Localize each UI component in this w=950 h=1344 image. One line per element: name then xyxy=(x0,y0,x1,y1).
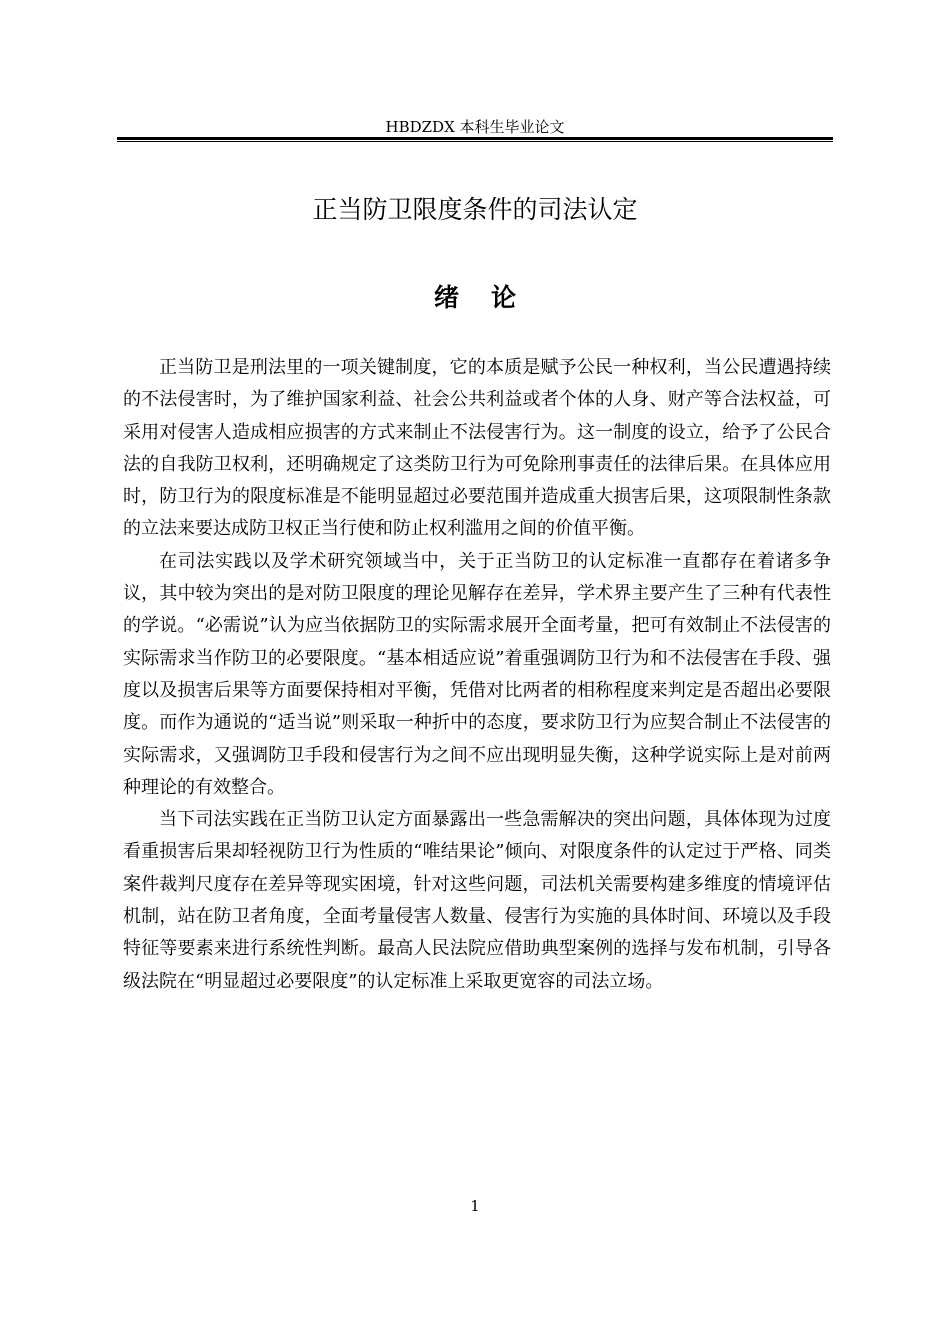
page-number: 1 xyxy=(470,1197,480,1215)
body-text xyxy=(123,352,831,998)
paragraph: 在司法实践以及学术研究领域当中，关于正当防卫的认定标准一直都存在着诸多争议，其中较为突出的是对防卫限度的理论见解存在差异，学术界主要产生了三种有代表性的学说。“必需说”认为应当依据防卫的实际需求展开全面考量，把可有效制止不法侵害的实际需求当作防卫的必要限度。“基本相适应说”着重强调防卫行为和不法侵害在手段、强度以及损害后果等方面要保持相对平衡，凭借对比两者的相称程度来判定是否超出必要限度。而作为通说的“适当说”则采取一种折中的态度，要求防卫行为应契合制止不法侵害的实际需求，又强调防卫手段和侵害行为之间不应出现明显失衡，这种学说实际上是对前两种理论的有效整合。 xyxy=(123,550,831,798)
running-header: HBDZDX 本科生毕业论文 xyxy=(385,118,565,136)
header-rule-thick xyxy=(117,137,833,140)
thesis-title: 正当防卫限度条件的司法认定 xyxy=(312,195,638,224)
header-rule-thin xyxy=(117,141,833,142)
section-heading: 绪论 xyxy=(433,283,548,312)
paragraph: 正当防卫是刑法里的一项关键制度，它的本质是赋予公民一种权利，当公民遭遇持续的不法侵害时，为了维护国家利益、社会公共利益或者个体的人身、财产等合法权益，可采用对侵害人造成相应损害的方式来制止不法侵害行为。这一制度的设立，给予了公民合法的自我防卫权利，还明确规定了这类防卫行为可免除刑事责任的法律后果。在具体应用时，防卫行为的限度标准是不能明显超过必要范围并造成重大损害后果，这项限制性条款的立法来要达成防卫权正当行使和防止权利滥用之间的价值平衡。 xyxy=(123,357,831,540)
paragraph: 当下司法实践在正当防卫认定方面暴露出一些急需解决的突出问题，具体体现为过度看重损害后果却轻视防卫行为性质的“唯结果论”倾向、对限度条件的认定过于严格、同类案件裁判尺度存在差异等现实困境，针对这些问题，司法机关需要构建多维度的情境评估机制，站在防卫者角度，全面考量侵害人数量、侵害行为实施的具体时间、环境以及手段特征等要素来进行系统性判断。最高人民法院应借助典型案例的选择与发布机制，引导各级法院在“明显超过必要限度”的认定标准上采取更宽容的司法立场。 xyxy=(123,809,831,992)
